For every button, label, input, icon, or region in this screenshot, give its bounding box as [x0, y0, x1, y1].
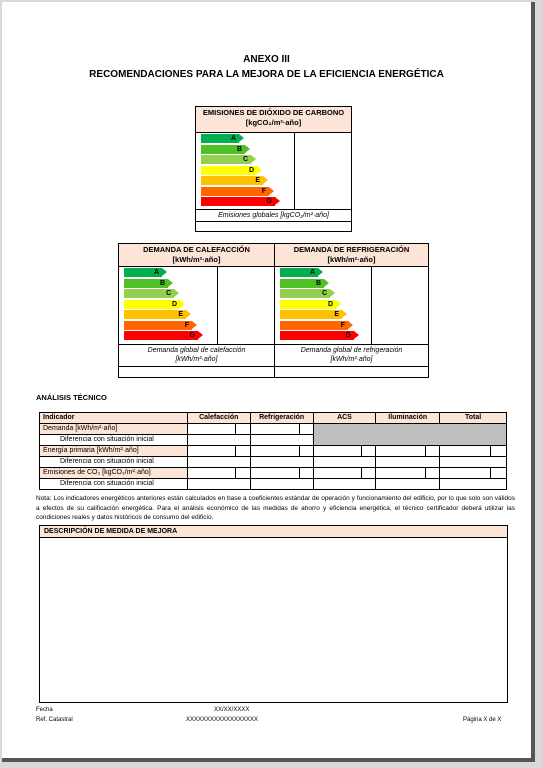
- col-header-calefaccion: Calefacción: [187, 413, 250, 424]
- rating-letter: G: [266, 198, 272, 205]
- table-cell[interactable]: [313, 457, 376, 468]
- col-header-acs: ACS: [313, 413, 376, 424]
- date-label: Fecha: [36, 707, 53, 713]
- date-value: XX/XX/XXXX: [214, 707, 250, 713]
- document-subtitle: RECOMENDACIONES PARA LA MEJORA DE LA EFICIENCIA ENERGÉTICA: [89, 69, 444, 80]
- cooling-demand-panel: [274, 243, 429, 378]
- rating-bar-e: [124, 310, 186, 319]
- emissions-panel: [195, 106, 352, 232]
- page-number: Página X de X: [463, 717, 502, 723]
- rating-letter: B: [159, 279, 165, 287]
- table-cell[interactable]: [299, 446, 313, 457]
- rating-letter: D: [248, 166, 254, 174]
- rating-letter: C: [321, 290, 327, 297]
- table-cell[interactable]: [250, 468, 299, 479]
- table-cell[interactable]: [187, 446, 235, 457]
- rating-bar-a: [124, 268, 162, 277]
- rating-bar-a: [201, 134, 239, 143]
- rating-letter: E: [255, 177, 260, 184]
- rating-letter: A: [153, 269, 159, 276]
- emissions-unit: [kgCO₂/m²·año]: [245, 118, 302, 127]
- table-cell[interactable]: [299, 468, 313, 479]
- rating-letter: G: [189, 332, 195, 339]
- table-cell[interactable]: [235, 424, 250, 435]
- document-title: ANEXO III: [243, 54, 290, 65]
- heating-caption-unit: [kWh/m²·año]: [175, 356, 218, 363]
- col-header-total: Total: [440, 413, 507, 424]
- table-cell[interactable]: [426, 446, 440, 457]
- table-cell[interactable]: [187, 468, 235, 479]
- rating-bar-f: [201, 187, 269, 196]
- table-row: [40, 468, 507, 479]
- row-label-demanda: Demanda [kWh/m²·año]: [40, 424, 188, 435]
- table-cell[interactable]: [250, 479, 313, 490]
- rating-bar-c: [201, 155, 251, 164]
- table-cell[interactable]: [490, 446, 506, 457]
- rating-bar-e: [201, 176, 263, 185]
- rating-bar-b: [124, 279, 168, 288]
- heating-demand-panel: [118, 243, 275, 378]
- table-cell[interactable]: [187, 424, 235, 435]
- technical-analysis-table: [39, 412, 507, 490]
- rating-letter: C: [165, 290, 171, 297]
- table-cell[interactable]: [187, 457, 250, 468]
- emissions-caption: Emisiones globales [kgCO₂/m²·año]: [218, 212, 329, 219]
- rating-bar-f: [280, 321, 348, 330]
- divider: [196, 221, 351, 222]
- table-cell[interactable]: [187, 435, 250, 446]
- table-header-row: [40, 413, 507, 424]
- divider: [371, 267, 372, 344]
- rating-letter: D: [171, 300, 177, 308]
- technical-analysis-heading: ANÁLISIS TÉCNICO: [36, 393, 107, 402]
- cooling-header: [275, 244, 428, 267]
- cooling-title: DEMANDA DE REFRIGERACIÓN: [293, 245, 410, 254]
- table-cell[interactable]: [313, 479, 376, 490]
- improvement-description-box: [39, 525, 508, 703]
- rating-letter: E: [334, 311, 339, 318]
- cadastral-ref-label: Ref. Catastral: [36, 717, 73, 723]
- row-label-energia-primaria: Energía primaria [kWh/m²·año]: [40, 446, 188, 457]
- note-text: Nota: Los indicadores energéticos anteriores están calculados en base a coeficientes estándar de operación y funcionamiento del edificio, por lo que solo son válidos a efectos de su calificación energética. Para el análisis económico de las medidas de ahorro y eficiencia energética, el técnico certificador deberá utilizar las condiciones reales y datos históricos de consumo del edificio.: [36, 495, 515, 521]
- rating-letter: C: [242, 156, 248, 163]
- divider: [275, 366, 428, 367]
- rating-bar-d: [280, 300, 336, 309]
- divider: [294, 133, 295, 209]
- rating-letter: F: [184, 321, 189, 329]
- rating-bar-b: [280, 279, 324, 288]
- table-cell[interactable]: [362, 468, 376, 479]
- rating-letter: A: [309, 269, 315, 276]
- table-cell[interactable]: [235, 468, 250, 479]
- col-header-refrigeracion: Refrigeración: [250, 413, 313, 424]
- table-cell[interactable]: [440, 468, 491, 479]
- rating-letter: G: [345, 332, 351, 339]
- rating-bar-b: [201, 145, 245, 154]
- rating-bar-g: [280, 331, 354, 340]
- divider: [119, 366, 274, 367]
- rating-bar-f: [124, 321, 192, 330]
- table-cell[interactable]: [235, 446, 250, 457]
- divider: [196, 209, 351, 210]
- rating-bar-d: [124, 300, 180, 309]
- rating-letter: D: [327, 300, 333, 308]
- shaded-cell: [313, 424, 506, 446]
- table-cell[interactable]: [250, 435, 313, 446]
- rating-letter: F: [261, 187, 266, 195]
- table-cell[interactable]: [376, 479, 440, 490]
- divider: [275, 344, 428, 345]
- rating-letter: A: [230, 135, 236, 142]
- cooling-caption-unit: [kWh/m²·año]: [330, 356, 373, 363]
- rating-bar-g: [201, 197, 275, 206]
- table-cell[interactable]: [490, 468, 506, 479]
- table-row: [40, 424, 507, 435]
- table-cell[interactable]: [250, 424, 299, 435]
- table-cell[interactable]: [313, 468, 362, 479]
- divider: [217, 267, 218, 344]
- rating-bar-e: [280, 310, 342, 319]
- table-cell[interactable]: [440, 457, 507, 468]
- emissions-title: EMISIONES DE DIÓXIDO DE CARBONO: [202, 108, 345, 117]
- heating-caption: Demanda global de calefacción: [147, 347, 246, 354]
- table-cell[interactable]: [440, 479, 507, 490]
- col-header-iluminacion: Iluminación: [376, 413, 440, 424]
- row-label-diferencia: Diferencia con situación inicial: [40, 479, 188, 490]
- cooling-caption: Demanda global de refrigeración: [300, 347, 403, 354]
- col-header-indicador: Indicador: [40, 413, 188, 424]
- table-cell[interactable]: [299, 424, 313, 435]
- table-row: [40, 457, 507, 468]
- table-cell[interactable]: [362, 446, 376, 457]
- page: [2, 2, 535, 762]
- table-cell[interactable]: [440, 446, 491, 457]
- heating-unit: [kWh/m²·año]: [172, 255, 221, 264]
- rating-bar-c: [124, 289, 174, 298]
- rating-bar-d: [201, 166, 257, 175]
- rating-letter: B: [315, 279, 321, 287]
- table-cell[interactable]: [376, 457, 440, 468]
- table-row: [40, 446, 507, 457]
- table-cell[interactable]: [187, 479, 250, 490]
- cadastral-ref-value: XXXXXXXXXXXXXXXXXX: [186, 717, 259, 723]
- improvement-description-title: DESCRIPCIÓN DE MEDIDA DE MEJORA: [40, 526, 507, 538]
- rating-letter: F: [340, 321, 345, 329]
- divider: [119, 344, 274, 345]
- heating-title: DEMANDA DE CALEFACCIÓN: [143, 245, 250, 254]
- table-cell[interactable]: [426, 468, 440, 479]
- rating-letter: E: [178, 311, 183, 318]
- rating-bar-g: [124, 331, 198, 340]
- table-cell[interactable]: [250, 457, 313, 468]
- rating-bar-a: [280, 268, 318, 277]
- table-cell[interactable]: [376, 468, 426, 479]
- row-label-emisiones: Emisiones de CO₂ [kgCO₂/m²·año]: [40, 468, 188, 479]
- cooling-unit: [kWh/m²·año]: [327, 255, 376, 264]
- table-row: [40, 479, 507, 490]
- row-label-diferencia: Diferencia con situación inicial: [40, 435, 188, 446]
- heating-header: [119, 244, 274, 267]
- table-cell[interactable]: [250, 446, 299, 457]
- rating-bar-c: [280, 289, 330, 298]
- emissions-header: [196, 107, 351, 133]
- row-label-diferencia: Diferencia con situación inicial: [40, 457, 188, 468]
- rating-letter: B: [236, 145, 242, 153]
- table-cell[interactable]: [376, 446, 426, 457]
- table-cell[interactable]: [313, 446, 362, 457]
